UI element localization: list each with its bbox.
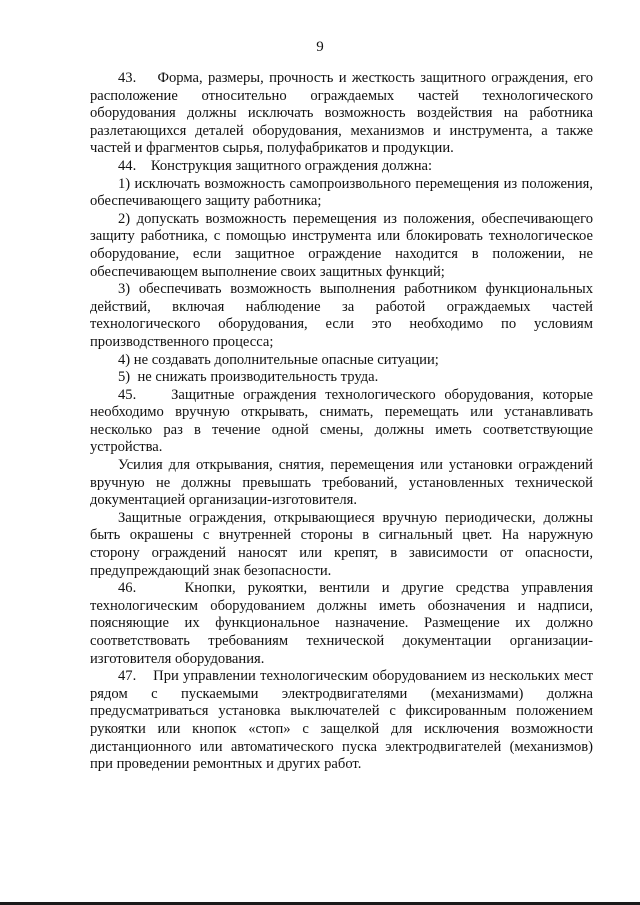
page-number: 9 bbox=[316, 39, 324, 55]
paragraph-45: 45. Защитные ограждения технологического оборудования, которые необходимо вручную открывать, снимать, перемещать или устанавливать несколько раз в течение одной смены, должны иметь соответствующие устройства. bbox=[90, 386, 593, 456]
paragraph-43: 43. Форма, размеры, прочность и жесткость защитного ограждения, его расположение относительно ограждаемых частей технологического оборудования должны исключать возможность воздействия на работника разлетающихся деталей оборудования, механизмов и инструмента, а также частей и фрагментов сырья, полуфабрикатов и продукции. bbox=[90, 70, 593, 157]
paragraph-44-item-1: 1) исключать возможность самопроизвольного перемещения из положения, обеспечивающего защиту работника; bbox=[90, 175, 593, 210]
paragraph-47: 47. При управлении технологическим оборудованием из нескольких мест рядом с пускаемыми электродвигателями (механизмами) должна предусматриваться установка выключателей с фиксированным положением рукоятки или кнопок «стоп» с защелкой для исключения возможности дистанционного или автоматического пуска электродвигателей (механизмов) при проведении ремонтных и других работ. bbox=[90, 668, 593, 773]
paragraph-45-color: Защитные ограждения, открывающиеся вручную периодически, должны быть окрашены с внутренней стороны в сигнальный цвет. На наружную сторону ограждений наносят или крепят, в зависимости от опасности, предупреждающий знак безопасности. bbox=[90, 509, 593, 579]
paragraph-44: 44. Конструкция защитного ограждения должна: bbox=[118, 157, 433, 174]
body-text bbox=[90, 70, 593, 774]
paragraph-44-item-2: 2) допускать возможность перемещения из положения, обеспечивающего защиту работника, с помощью инструмента или блокировать технологическое оборудование, если защитное ограждение находится в положении, не обеспечивающем выполнение своих защитных функций; bbox=[90, 210, 593, 280]
paragraph-46: 46. Кнопки, рукоятки, вентили и другие средства управления технологическим оборудованием должны иметь обозначения и надписи, поясняющие их функциональное назначение. Размещение их должно соответствовать требованиям технической документации организации-изготовителя оборудования. bbox=[90, 580, 593, 667]
paragraph-44-item-3: 3) обеспечивать возможность выполнения работником функциональных действий, включая наблюдение за работой ограждаемых частей технологического оборудования, если это необходимо по условиям производственного процесса; bbox=[90, 281, 593, 350]
paragraph-45-effort: Усилия для открывания, снятия, перемещения или установки ограждений вручную не должны превышать требований, установленных технической документацией организации-изготовителя. bbox=[90, 457, 593, 509]
paragraph-44-item-5: 5) не снижать производительность труда. bbox=[118, 369, 379, 386]
paragraph-44-item-4: 4) не создавать дополнительные опасные ситуации; bbox=[118, 351, 439, 368]
